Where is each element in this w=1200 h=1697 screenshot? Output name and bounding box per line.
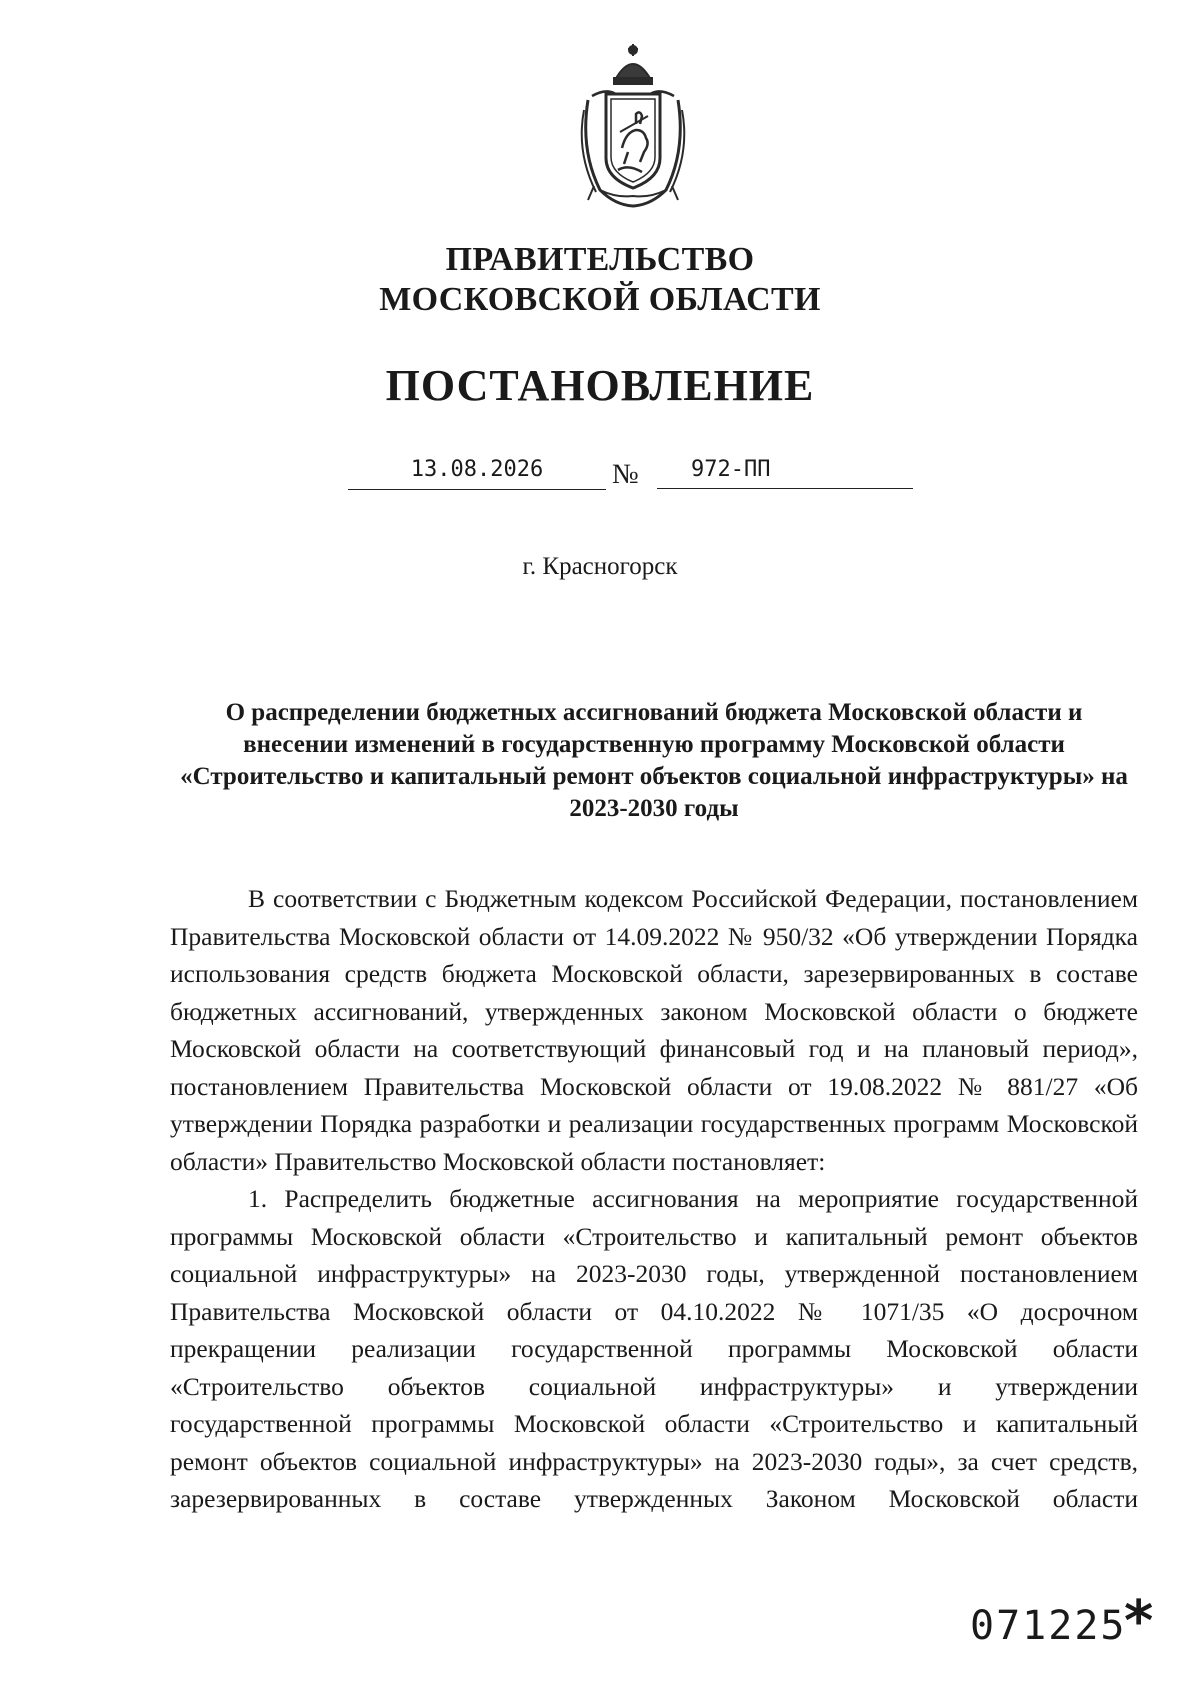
registration-number: 972-ПП [657, 455, 913, 489]
document-type-heading: ПОСТАНОВЛЕНИЕ [385, 361, 815, 410]
registration-number-sign: № [612, 459, 639, 490]
city-name: г. Красногорск [522, 553, 678, 580]
page-asterisk-mark: * [1124, 1589, 1154, 1654]
item-1-paragraph: 1. Распределить бюджетные ассигнования на мероприятие государственной программы Московской области «Строительство и капитальный ремонт объектов социальной инфраструктуры» на 2023-2030 годы, утвержденной постановлением Правительства Московской области от 04.10.2022 № 1071/35 «О досрочном прекращении реализации государственной программы Московской области «Строительство объектов социальной инфраструктуры» и утверждении государственной программы Московской области «Строительство и капитальный ремонт объектов социальной инфраструктуры» на 2023-2030 годы», за счет средств, зарезервированных в составе утвержденных Законом Московской области [170, 1184, 1138, 1513]
coat-of-arms-icon [570, 40, 696, 208]
government-title [0, 240, 1200, 320]
document-subject: О распределении бюджетных ассигнований бюджета Московской области и внесении изменений в государственную программу Московской области «Строительство и капитальный ремонт объектов социальной инфраструктуры» на 2023-2030 годы [180, 699, 1128, 822]
page-code: 071225 [970, 1603, 1127, 1649]
document-body [170, 880, 1138, 1518]
government-title-line1: ПРАВИТЕЛЬСТВО [445, 241, 755, 278]
government-title-line2: МОСКОВСКОЙ ОБЛАСТИ [379, 281, 821, 318]
preamble-paragraph: В соответствии с Бюджетным кодексом Российской Федерации, постановлением Правительства Московской области от 14.09.2022 № 950/32 «Об утверждении Порядка использования средств бюджета Московской области, зарезервированных в составе бюджетных ассигнований, утвержденных законом Московской области о бюджете Московской области на соответствующий финансовый год и на плановый период», постановлением Правительства Московской области от 19.08.2022 № 881/27 «Об утверждении Порядка разработки и реализации государственных программ Московской области» Правительство Московской области постановляет: [170, 884, 1138, 1176]
registration-date: 13.08.2026 [348, 455, 606, 490]
